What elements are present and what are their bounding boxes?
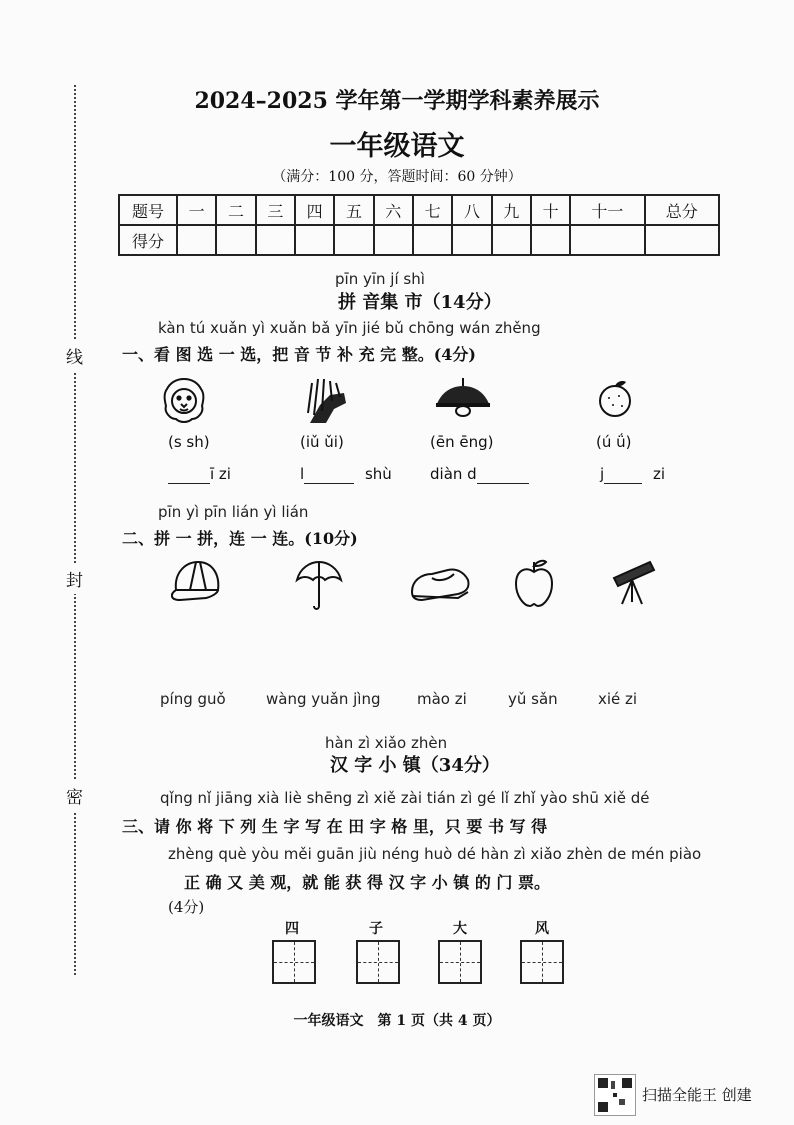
exam-subtitle: 一年级语文: [329, 131, 465, 162]
grid-char-label: 子: [369, 921, 383, 937]
score-col-total: 总分: [645, 195, 719, 225]
score-col: 五: [334, 195, 373, 225]
umbrella-icon: [294, 560, 344, 612]
score-table-header-label: 题号: [119, 195, 177, 225]
score-table: [118, 194, 720, 256]
q2-pinyin: pīn yì pīn lián yì lián: [158, 503, 309, 521]
q2-word-telescope: wàng yuǎn jìng: [266, 690, 381, 708]
score-cell[interactable]: [452, 225, 491, 255]
tian-zi-ge-box[interactable]: [356, 940, 400, 984]
exam-title: 2024–2025 学年第一学期学科素养展示: [194, 88, 600, 114]
answer-blank[interactable]: [604, 465, 642, 484]
score-row-label: 得分: [119, 225, 177, 255]
q1-fill-1: ī zi: [168, 465, 231, 484]
margin-char-xian: 线: [66, 340, 83, 371]
score-cell[interactable]: [256, 225, 295, 255]
score-cell[interactable]: [216, 225, 255, 255]
q1-options-4: (ú ǘ): [596, 433, 632, 451]
q3-pinyin-1: qǐng nǐ jiāng xià liè shēng zì xiě zài tián zì gé lǐ zhǐ yào shū xiě dé: [160, 789, 650, 807]
score-col: 九: [492, 195, 531, 225]
section1-title: 拼 音集 市（14分）: [338, 292, 502, 313]
q2-word-shoe: xié zi: [598, 690, 638, 708]
score-col: 二: [216, 195, 255, 225]
telescope-icon: [608, 556, 658, 606]
q3-line-2: 正 确 又 美 观，就 能 获 得 汉 字 小 镇 的 门 票。: [184, 873, 550, 892]
q3-line-1: 三、请 你 将 下 列 生 字 写 在 田 字 格 里，只 要 书 写 得: [122, 817, 548, 836]
score-cell[interactable]: [570, 225, 644, 255]
q1-options-3: (ēn ēng): [430, 433, 494, 451]
q1-pinyin: kàn tú xuǎn yì xuǎn bǎ yīn jié bǔ chōng wán zhěng: [158, 319, 541, 337]
score-col: 六: [374, 195, 413, 225]
grid-char-label: 大: [453, 921, 467, 937]
score-col: 八: [452, 195, 491, 225]
q1-options-2: (iǔ ǔi): [300, 433, 344, 451]
score-col: 十: [531, 195, 570, 225]
score-col: 七: [413, 195, 452, 225]
page-footer: 一年级语文 第 1 页（共 4 页）: [293, 1013, 501, 1029]
margin-char-mi: 密: [66, 780, 83, 811]
q3-points: (4分): [168, 898, 205, 916]
answer-blank[interactable]: [477, 465, 529, 484]
tian-zi-ge-box[interactable]: [438, 940, 482, 984]
score-cell[interactable]: [334, 225, 373, 255]
lion-icon: [162, 376, 206, 424]
q1-fill-2: l shù: [300, 465, 392, 483]
score-cell[interactable]: [645, 225, 719, 255]
score-cell[interactable]: [492, 225, 531, 255]
tian-zi-ge-box[interactable]: [520, 940, 564, 984]
cap-icon: [166, 558, 226, 604]
q2-word-umbrella: yǔ sǎn: [508, 690, 558, 708]
q2-word-cap: mào zi: [417, 690, 467, 708]
scanner-watermark: 扫描全能王 创建: [642, 1086, 752, 1104]
q1-fill-3: diàn d: [430, 465, 529, 484]
orange-icon: [595, 378, 635, 418]
section1-pinyin: pīn yīn jí shì: [335, 270, 425, 288]
margin-char-feng: 封: [66, 563, 83, 594]
q3-pinyin-2: zhèng què yòu měi guān jiù néng huò dé hàn zì xiǎo zhèn de mén piào: [168, 845, 702, 863]
q1-fill-4: j zi: [600, 465, 665, 483]
score-cell[interactable]: [295, 225, 334, 255]
score-col: 三: [256, 195, 295, 225]
score-cell[interactable]: [413, 225, 452, 255]
score-cell[interactable]: [374, 225, 413, 255]
tian-zi-ge-box[interactable]: [272, 940, 316, 984]
exam-note: （满分：100 分，答题时间：60 分钟）: [272, 169, 522, 185]
qr-code-icon: [594, 1074, 636, 1116]
section2-title: 汉 字 小 镇（34分）: [330, 755, 500, 776]
q1-options-1: (s sh): [168, 433, 210, 451]
grid-char-label: 风: [535, 921, 549, 937]
binding-line: [74, 85, 76, 975]
section2-pinyin: hàn zì xiǎo zhèn: [325, 734, 448, 752]
q2-text: 二、拼 一 拼，连 一 连。(10分): [122, 529, 358, 548]
score-col: 四: [295, 195, 334, 225]
apple-icon: [512, 558, 556, 608]
answer-blank[interactable]: [168, 465, 210, 484]
q1-text: 一、看 图 选 一 选，把 音 节 补 充 完 整。(4分): [122, 345, 476, 364]
q2-word-apple: píng guǒ: [160, 690, 226, 708]
lamp-icon: [434, 378, 492, 418]
willow-icon: [300, 375, 350, 425]
answer-blank[interactable]: [304, 465, 354, 484]
score-cell[interactable]: [177, 225, 216, 255]
grid-char-label: 四: [285, 921, 299, 937]
score-col: 一: [177, 195, 216, 225]
score-cell[interactable]: [531, 225, 570, 255]
shoe-icon: [408, 562, 472, 606]
score-col: 十一: [570, 195, 644, 225]
